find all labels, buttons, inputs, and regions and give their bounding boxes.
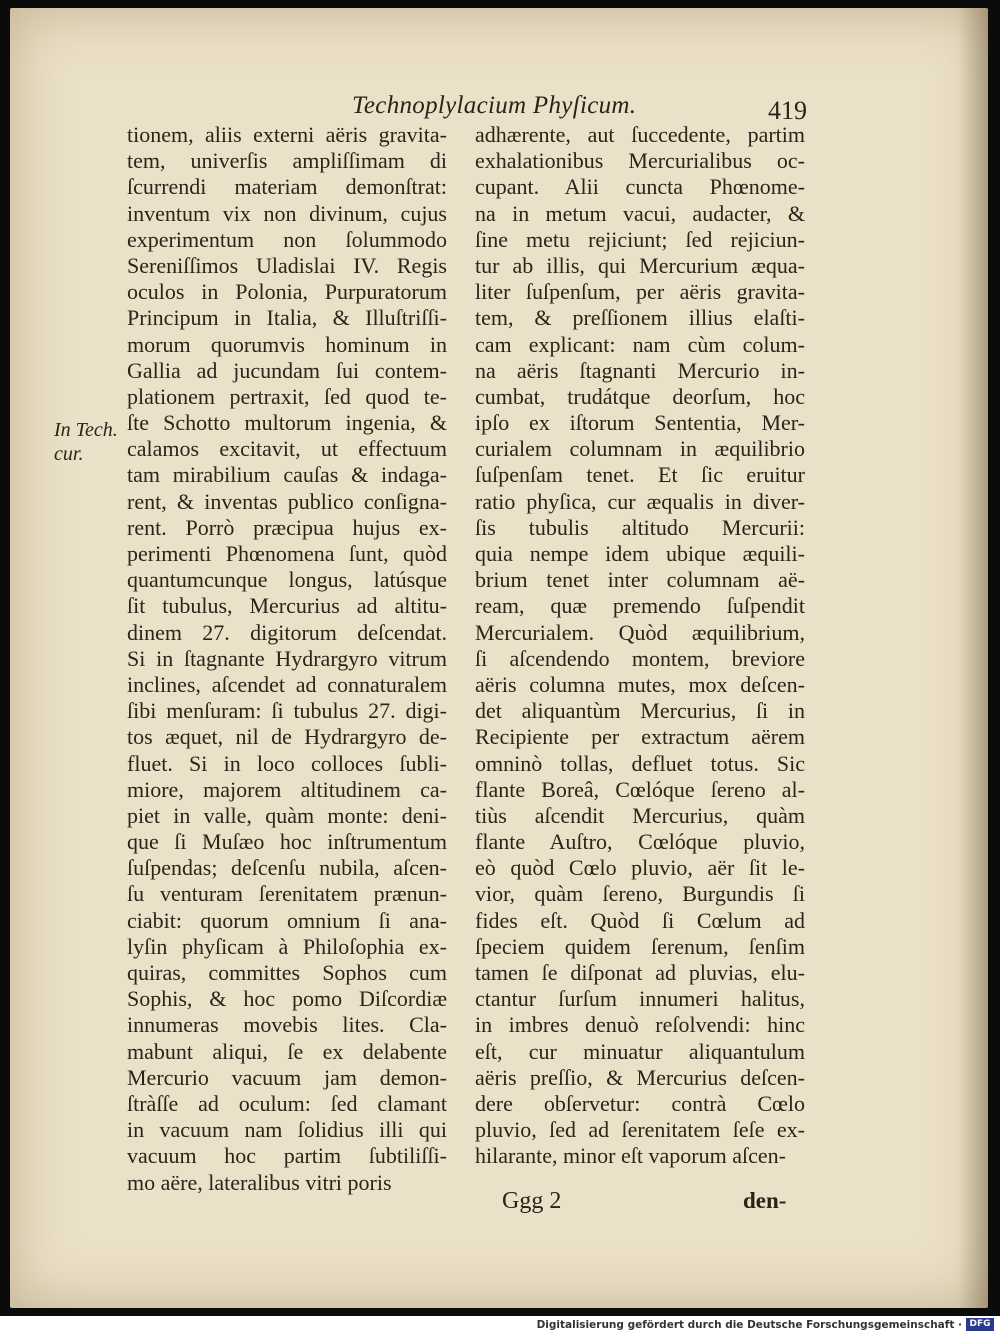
text-line: inclines, aſcendet ad connaturalem bbox=[127, 671, 447, 697]
text-line: exhalationibus Mercurialibus oc- bbox=[475, 148, 805, 174]
right-text-column bbox=[475, 122, 805, 1170]
text-line: ſu venturam ſerenitatem prænun- bbox=[127, 881, 447, 907]
book-page bbox=[10, 8, 988, 1308]
text-line: Sereniſſimos Uladislai IV. Regis bbox=[127, 252, 447, 278]
text-line: mo aëre, lateralibus vitri poris bbox=[127, 1169, 392, 1195]
catchword: den- bbox=[743, 1188, 787, 1213]
text-line: experimentum non ſolummodo bbox=[127, 226, 447, 252]
text-line: tos æquet, nil de Hydrargyro de- bbox=[127, 724, 447, 750]
text-line: omninò tollas, defluet totus. Sic bbox=[475, 750, 805, 776]
margin-note-line: cur. bbox=[54, 443, 84, 465]
text-line: cam explicant: nam cùm colum- bbox=[475, 331, 805, 357]
text-line: Si in ſtagnante Hydrargyro vitrum bbox=[127, 645, 447, 671]
text-line: na in metum vacui, audacter, & bbox=[475, 200, 805, 226]
text-line: eſt, cur minuatur aliquantulum bbox=[475, 1038, 805, 1064]
text-line: tur ab illis, qui Mercurium æqua- bbox=[475, 252, 805, 278]
text-line: aëris preſſio, & Mercurius deſcen- bbox=[475, 1064, 805, 1090]
text-line: in vacuum nam ſolidius illi qui bbox=[127, 1117, 447, 1143]
text-line: dere obſervetur: contrà Cœlo bbox=[475, 1090, 805, 1116]
text-line: fides eſt. Quòd ſi Cœlum ad bbox=[475, 907, 805, 933]
text-line: adhærente, aut ſuccedente, partim bbox=[475, 122, 805, 147]
text-line: in imbres denuò reſolvendi: hinc bbox=[475, 1012, 805, 1038]
text-line: Mercurio vacuum jam demon- bbox=[127, 1064, 447, 1090]
text-line: hilarante, minor eſt vaporum aſcen- bbox=[475, 1143, 786, 1169]
text-line: ſi aſcendendo montem, breviore bbox=[475, 645, 805, 671]
text-line: que ſi Muſæo hoc inſtrumentum bbox=[127, 829, 447, 855]
text-line: pluvio, ſed ad ſerenitatem ſeſe ex- bbox=[475, 1117, 805, 1143]
text-line: plationem pertraxit, ſed quod te- bbox=[127, 383, 447, 409]
text-line: rent, & inventas publico conſigna- bbox=[127, 488, 447, 514]
left-text-column bbox=[127, 122, 447, 1196]
text-line: ciabit: quorum omnium ſi ana- bbox=[127, 907, 447, 933]
text-line: Mercurialem. Quòd æquilibrium, bbox=[475, 619, 805, 645]
text-line: ream, quæ premendo ſuſpendit bbox=[475, 593, 805, 619]
text-line: morum quorumvis hominum in bbox=[127, 331, 447, 357]
margin-note-line: In Tech. bbox=[54, 419, 118, 441]
text-line: inventum vix non divinum, cujus bbox=[127, 200, 447, 226]
text-line: ſuſpendas; deſcenſu nubila, aſcen- bbox=[127, 855, 447, 881]
signature-mark: Ggg 2 bbox=[502, 1188, 562, 1214]
text-line: ſibi menſuram: ſi tubulus 27. digi- bbox=[127, 698, 447, 724]
text-line: Recipiente per extractum aërem bbox=[475, 724, 805, 750]
text-line: flante Boreâ, Cœlóque ſereno al- bbox=[475, 776, 805, 802]
text-line: calamos excitavit, ut effectuum bbox=[127, 436, 447, 462]
text-line: Principum in Italia, & Illuſtriſſi- bbox=[127, 305, 447, 331]
text-line: mabunt aliqui, ſe ex delabente bbox=[127, 1038, 447, 1064]
text-line: brium tenet inter columnam aë- bbox=[475, 567, 805, 593]
text-line: ſpeciem quidem ſerenum, ſenſim bbox=[475, 933, 805, 959]
text-line: liter ſuſpenſum, per aëris gravita- bbox=[475, 279, 805, 305]
text-line: piet in valle, quàm monte: deni- bbox=[127, 802, 447, 828]
text-line: innumeras movebis lites. Cla- bbox=[127, 1012, 447, 1038]
text-line: lyſin phyſicam à Philoſophia ex- bbox=[127, 933, 447, 959]
text-line: curialem columnam in æquilibrio bbox=[475, 436, 805, 462]
text-line: ratio phyſica, cur æqualis in diver- bbox=[475, 488, 805, 514]
text-line: fluet. Si in loco colloces ſubli- bbox=[127, 750, 447, 776]
text-line: Gallia ad jucundam ſui contem- bbox=[127, 357, 447, 383]
text-line: quiras, committes Sophos cum bbox=[127, 960, 447, 985]
text-line: tem, & preſſionem illius elaſti- bbox=[475, 305, 805, 331]
text-line: tamen ſe diſponat ad pluvias, elu- bbox=[475, 960, 805, 985]
text-line: vior, quàm ſereno, Burgundis ſi bbox=[475, 881, 805, 907]
text-line: det aliquantùm Mercurius, ſi in bbox=[475, 698, 805, 724]
text-line: perimenti Phœnomena ſunt, quòd bbox=[127, 541, 447, 566]
text-line: na aëris ſtagnanti Mercurio in- bbox=[475, 357, 805, 383]
page-number: 419 bbox=[768, 96, 807, 125]
text-line: aëris columna mutes, mox deſcen- bbox=[475, 671, 805, 697]
text-line: ſit tubulus, Mercurius ad altitu- bbox=[127, 593, 447, 619]
text-line: quantumcunque longus, latúsque bbox=[127, 567, 447, 593]
text-line: ipſo ex iſtorum Sententia, Mer- bbox=[475, 410, 805, 436]
text-line: tam mirabilium cauſas & indaga- bbox=[127, 462, 447, 488]
text-line: ſte Schotto multorum ingenia, & bbox=[127, 410, 447, 436]
text-line: vacuum hoc partim ſubtiliſſi- bbox=[127, 1143, 447, 1169]
text-line: cumbat, trudátque deorſum, hoc bbox=[475, 383, 805, 409]
text-line: ſcurrendi materiam demonſtrat: bbox=[127, 174, 447, 200]
text-line: tionem, aliis externi aëris gravita- bbox=[127, 122, 447, 147]
text-line: oculos in Polonia, Purpuratorum bbox=[127, 279, 447, 305]
text-line: ſis tubulis altitudo Mercurii: bbox=[475, 514, 805, 540]
dfg-logo: DFG bbox=[966, 1318, 994, 1331]
text-line: tem, univerſis ampliſſimam di bbox=[127, 148, 447, 174]
text-line: flante Auſtro, Cœlóque pluvio, bbox=[475, 829, 805, 855]
text-line: ctantur ſurſum innumeri halitus, bbox=[475, 986, 805, 1012]
text-line: cupant. Alii cuncta Phœnome- bbox=[475, 174, 805, 200]
text-line: rent. Porrò præcipua hujus ex- bbox=[127, 514, 447, 540]
text-line: ſtràſſe ad oculum: ſed clamant bbox=[127, 1090, 447, 1116]
digitization-credit: Digitalisierung gefördert durch die Deutsche Forschungsgemeinschaft · bbox=[536, 1319, 962, 1331]
text-line: eò quòd Cœlo pluvio, aër ſit le- bbox=[475, 855, 805, 881]
margin-note bbox=[54, 418, 118, 466]
text-line: quia nempe idem ubique æquili- bbox=[475, 541, 805, 566]
text-line: Sophis, & hoc pomo Diſcordiæ bbox=[127, 986, 447, 1012]
text-line: dinem 27. digitorum deſcendat. bbox=[127, 619, 447, 645]
text-line: ſuſpenſam tenet. Et ſic eruitur bbox=[475, 462, 805, 488]
text-line: miore, majorem altitudinem ca- bbox=[127, 776, 447, 802]
running-title: Technoplylacium Phyſicum. bbox=[352, 92, 637, 119]
text-line: tiùs aſcendit Mercurius, quàm bbox=[475, 802, 805, 828]
text-line: ſine metu rejiciunt; ſed rejiciun- bbox=[475, 226, 805, 252]
